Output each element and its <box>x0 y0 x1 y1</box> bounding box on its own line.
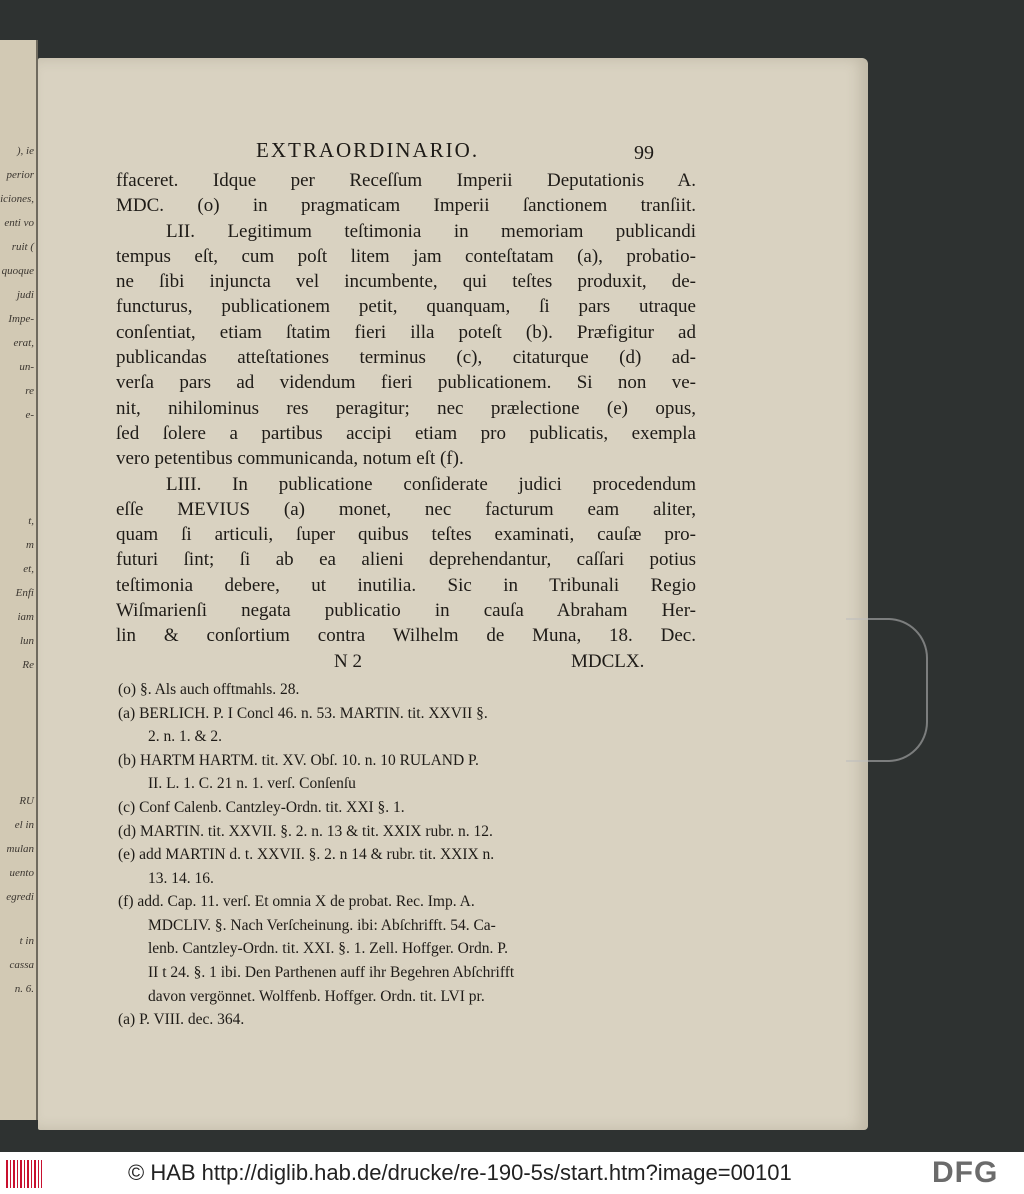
margin-fragment: egredi <box>6 891 34 903</box>
page-number: 99 <box>634 142 654 164</box>
margin-fragment: e- <box>25 409 34 421</box>
margin-fragment: Re <box>22 659 34 671</box>
footnotes <box>118 678 696 1032</box>
margin-fragment: iciones, <box>0 193 34 205</box>
body-line: nit, nihilominus res peragitur; nec prælectione (e) opus, <box>116 397 696 419</box>
body-line: ne ſibi injuncta vel incumbente, qui teſtes produxit, de- <box>116 271 696 293</box>
footer-bar <box>0 1152 1024 1194</box>
margin-fragment: RU <box>19 795 34 807</box>
footnote: II. L. 1. C. 21 n. 1. verſ. Conſenſu <box>148 775 356 793</box>
footnote: (a) BERLICH. P. I Concl 46. n. 53. MARTIN. tit. XXVII §. <box>118 704 488 722</box>
body-line: verſa pars ad videndum fieri publicationem. Si non ve- <box>116 372 696 394</box>
running-title: EXTRAORDINARIO. <box>256 138 480 162</box>
body-line: functurus, publicationem petit, quanquam, ſi pars utraque <box>116 296 696 318</box>
margin-fragment: mulan <box>6 843 34 855</box>
body-line: tempus eſt, cum poſt litem jam conteſtatam (a), probatio- <box>116 245 696 267</box>
body-line: quam ſi articuli, ſuper quibus teſtes examinati, cauſæ pro- <box>116 524 696 546</box>
footnote: lenb. Cantzley-Ordn. tit. XXI. §. 1. Zell. Hoffger. Ordn. P. <box>148 940 509 958</box>
body-line: ffaceret. Idque per Receſſum Imperii Deputationis A. <box>116 170 696 191</box>
footnote: (e) add MARTIN d. t. XXVII. §. 2. n 14 & rubr. tit. XXIX n. <box>118 846 495 864</box>
body-line: futuri ſint; ſi ab ea alieni deprehendantur, caſſari potius <box>116 549 696 571</box>
margin-fragment: enti vo <box>4 217 34 229</box>
footnote: (d) MARTIN. tit. XXVII. §. 2. n. 13 & tit. XXIX rubr. n. 12. <box>118 822 493 840</box>
margin-fragment: lun <box>19 635 34 647</box>
margin-fragment: ruit ( <box>11 241 34 253</box>
body-line: ſed ſolere a partibus accipi etiam pro publicatis, exempla <box>116 422 696 444</box>
footnote: 13. 14. 16. <box>148 869 214 887</box>
footnote: 2. n. 1. & 2. <box>148 728 223 746</box>
facing-page-edge <box>0 40 38 1120</box>
body-line: publicandas atteſtationes terminus (c), citaturque (d) ad- <box>116 347 696 369</box>
margin-fragment: et, <box>23 563 34 575</box>
footnote: (c) Conf Calenb. Cantzley-Ordn. tit. XXI §. 1. <box>118 798 405 816</box>
margin-fragment: el in <box>14 819 34 831</box>
footnote: (o) §. Als auch offtmahls. 28. <box>118 680 300 698</box>
footnote: (b) HARTM HARTM. tit. XV. Obſ. 10. n. 10 RULAND P. <box>118 751 479 769</box>
page-text <box>116 138 696 1032</box>
body-line: LII. Legitimum teſtimonia in memoriam publicandi <box>166 220 696 242</box>
margin-fragment: iam <box>17 611 34 623</box>
running-head <box>116 138 696 168</box>
body-line: lin & conſortium contra Wilhelm de Muna, 18. Dec. <box>116 625 696 647</box>
body-line: MDC. (o) in pragmaticam Imperii ſanctionem tranſiit. <box>116 195 696 217</box>
footnote: davon vergönnet. Wolffenb. Hoffger. Ordn. tit. LVI pr. <box>148 987 485 1005</box>
book-page <box>38 58 868 1130</box>
signature-line: N 2 MDCLX. <box>334 650 645 672</box>
margin-fragment: perior <box>6 169 34 181</box>
dfg-logo: DFG <box>932 1156 999 1189</box>
margin-fragment: m <box>26 539 34 551</box>
body-line: eſſe MEVIUS (a) monet, nec facturum eam aliter, <box>116 498 696 520</box>
margin-fragment: cassa <box>9 959 34 971</box>
margin-fragment: Enfi <box>15 587 34 599</box>
margin-fragment: re <box>25 385 34 397</box>
footnote: II t 24. §. 1 ibi. Den Parthenen auff ihr Begehren Abſchrifft <box>148 964 515 982</box>
barcode-icon <box>6 1160 42 1188</box>
margin-fragment: quoque <box>1 265 34 277</box>
page-clip <box>846 618 928 762</box>
margin-fragment: uento <box>9 867 34 879</box>
margin-fragment: t in <box>19 935 34 947</box>
margin-fragment: ), ie <box>16 145 34 157</box>
footnote: MDCLIV. §. Nach Verſcheinung. ibi: Abſchrifft. 54. Ca- <box>148 916 496 934</box>
credit-link[interactable]: © HAB http://diglib.hab.de/drucke/re-190-5s/start.htm?image=00101 <box>128 1160 792 1185</box>
body-line: conſentiat, etiam ſtatim fieri illa poteſt (b). Præfigitur ad <box>116 321 696 343</box>
body-line: Wiſmarienſi negata publicatio in cauſa Abraham Her- <box>116 600 696 622</box>
margin-fragment: Impe- <box>8 313 34 325</box>
margin-fragment: n. 6. <box>14 983 34 995</box>
margin-fragment: un- <box>19 361 34 373</box>
body-line: LIII. In publicatione conſiderate judici procedendum <box>166 473 696 495</box>
margin-fragment: erat, <box>13 337 34 349</box>
margin-fragment: t, <box>28 515 34 527</box>
footnote: (a) P. VIII. dec. 364. <box>118 1011 245 1029</box>
margin-fragment: judi <box>16 289 34 301</box>
body-line: vero petentibus communicanda, notum eſt (f). <box>116 448 464 470</box>
footnote: (f) add. Cap. 11. verſ. Et omnia X de probat. Rec. Imp. A. <box>118 893 475 911</box>
body-line: teſtimonia debere, ut inutilia. Sic in Tribunali Regio <box>116 574 696 596</box>
